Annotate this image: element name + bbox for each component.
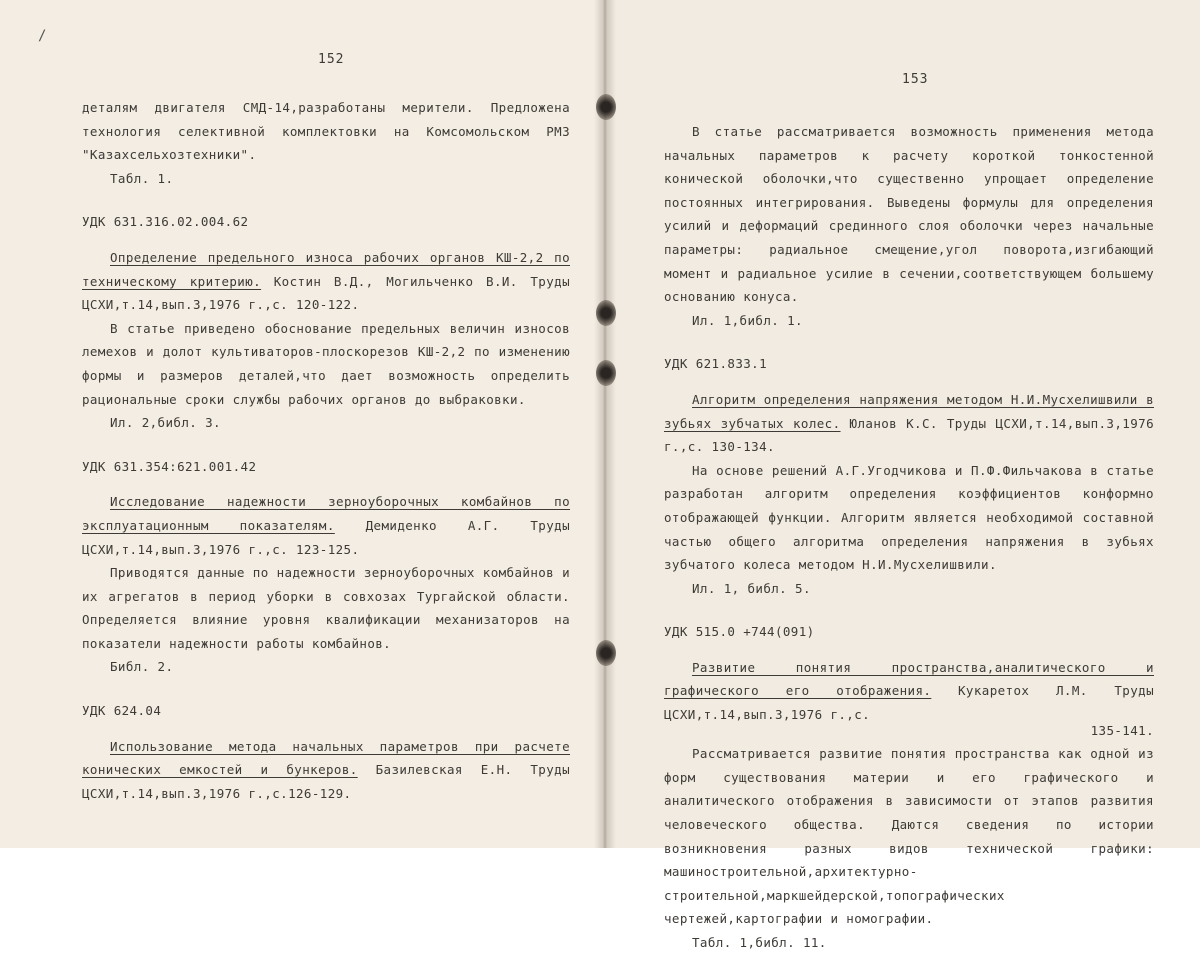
entry-page-range: 135-141. (1090, 722, 1154, 738)
entry-meta: Табл. 1,библ. 11. (692, 935, 827, 950)
entry-title: Алгоритм определения напряжения методом Н.И.Мусхелишвили в зубьях зубчатых колес. (664, 391, 1154, 431)
entry-citation: Демиденко А.Г. Труды ЦСХИ,т.14,вып.3,1976 г.,с. 123-125. (82, 517, 570, 557)
udk-code: УДК 515.0 +744(091) (664, 624, 815, 640)
entry-meta: Ил. 1, библ. 5. (692, 580, 811, 596)
entry-title: Использование метода начальных параметров при расчете конических емкостей и бункеров. (82, 738, 570, 778)
entry-title: Развитие понятия пространства,аналитического и графического его отображения. (664, 659, 1154, 699)
entry-meta: Библ. 2. (110, 659, 174, 675)
entry-heading (82, 735, 570, 806)
entry-meta: Ил. 2,библ. 3. (110, 415, 221, 431)
right-page-content (664, 120, 1154, 975)
right-page-number: 153 (902, 72, 929, 87)
binding-hole (596, 94, 616, 120)
entry-abstract: В статье приведено обоснование предельных величин износов лемехов и долот культиваторов-плоскорезов КШ-2,2 по изменению формы и размеров деталей,что дает возможность определить рациональные сроки службы рабочих органов до выбраковки. (82, 320, 570, 407)
left-page-content (82, 96, 570, 805)
entry-title: Определение предельного износа рабочих органов КШ-2,2 по техническому критерию. (82, 249, 570, 289)
udk-code: УДК 631.354:621.001.42 (82, 458, 257, 474)
entry-abstract: Приводятся данные по надежности зерноуборочных комбайнов и их агрегатов в период уборки в совхозах Тургайской области. Определяется влияние уровня квалификации механизаторов на показатели надежности работы комбайнов. (82, 565, 570, 651)
bibliographic-entry (82, 699, 570, 805)
udk-code: УДК 631.316.02.004.62 (82, 214, 249, 230)
entry-heading (82, 490, 570, 561)
entry-heading (664, 656, 1154, 727)
binding-hole (596, 640, 616, 666)
intro-meta: Табл. 1. (110, 170, 174, 186)
book-gutter (594, 0, 616, 848)
pencil-mark: / (38, 28, 47, 44)
udk-code: УДК 624.04 (82, 703, 162, 719)
entry-heading (664, 388, 1154, 459)
bibliographic-entry (664, 352, 1154, 600)
continued-abstract: деталям двигателя СМД-14,разработаны мерители. Предложена технология селективной комплектовки на Комсомольском РМЗ "Казахсельхозтехники". (82, 100, 570, 163)
entry-title: Исследование надежности зерноуборочных комбайнов по эксплуатационным показателям. (82, 494, 570, 533)
right-page (604, 0, 1200, 950)
entry-abstract: На основе решений А.Г.Угодчикова и П.Ф.Фильчакова в статье разработан алгоритм определения коэффициентов конформно отображающей функции. Алгоритм является необходимой составной частью общего алгоритма определения напряжения в зубьях зубчатого колеса методом Н.И.Мусхелишвили. (664, 462, 1154, 573)
binding-hole (596, 300, 616, 326)
intro-meta: Ил. 1,библ. 1. (692, 312, 803, 328)
entry-citation: Базилевская Е.Н. Труды ЦСХИ,т.14,вып.3,1976 г.,с.126-129. (82, 762, 570, 801)
entry-citation: Костин В.Д., Могильченко В.И. Труды ЦСХИ,т.14,вып.3,1976 г.,с. 120-122. (82, 273, 570, 313)
bibliographic-entry (664, 620, 1154, 954)
left-page (0, 0, 604, 848)
udk-code: УДК 621.833.1 (664, 356, 768, 372)
left-page-number: 152 (318, 52, 345, 67)
binding-hole (596, 360, 616, 386)
entry-heading (82, 246, 570, 317)
continued-abstract: В статье рассматривается возможность применения метода начальных параметров к расчету короткой тонкостенной конической оболочки,что существенно упрощает определение постоянных интегрирования. Выведены формулы для определения усилий и деформаций срединного слоя оболочки через начальные параметры: радиальное смещение,угол поворота,изгибающий момент и радиальное усилие в сечении,соответствующем большему основанию конуса. (664, 124, 1154, 305)
bibliographic-entry (82, 455, 570, 679)
entry-abstract: Рассматривается развитие понятия пространства как одной из форм существования материи и его графического и аналитического отображения в зависимости от этапов развития человеческого общества. Даются сведения по истории возникновения разных видов технической графики: машиностроительной,архитектурно-строительной,маркшейдерской,топографических чертежей,картографии и номографии. (664, 746, 1154, 927)
entry-citation: Кукаретох Л.М. Труды ЦСХИ,т.14,вып.3,1976 г.,с. (664, 683, 1154, 723)
bibliographic-entry (82, 210, 570, 434)
entry-citation: Юланов К.С. Труды ЦСХИ,т.14,вып.3,1976 г.,с. 130-134. (664, 415, 1154, 455)
